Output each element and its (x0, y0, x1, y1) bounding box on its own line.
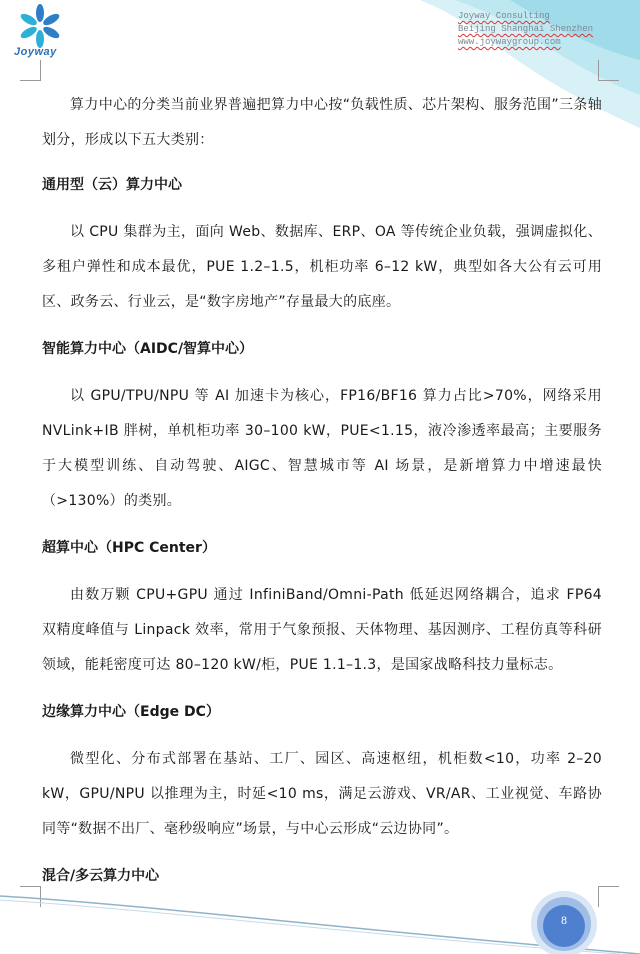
company-cities: Beijing Shanghai Shenzhen (458, 24, 594, 34)
crop-mark-top-left (20, 60, 41, 81)
crop-mark-top-right (598, 60, 619, 81)
section-heading-hpc: 超算中心（HPC Center） (42, 540, 216, 556)
section-text-hpc: 由数万颗 CPU+GPU 通过 InfiniBand/Omni-Path 低延迟网络耦合，追求 FP64 双精度峰值与 Linpack 效率，常用于气象预报、天体物理、基因测序、工程仿真等科研领域，能耗密度可达 80–120 kW/柜，PUE 1.1–1.3，是国家战略科技力量标志。 (42, 587, 602, 673)
document-body (42, 88, 602, 906)
page-number: 8 (560, 916, 568, 927)
section-heading-hybrid: 混合/多云算力中心 (42, 868, 160, 884)
section-text-edge: 微型化、分布式部署在基站、工厂、园区、高速枢纽，机柜数<10，功率 2–20 kW，GPU/NPU 以推理为主，时延<10 ms，满足云游戏、VR/AR、工业视觉、车路协同等“数据不出厂、毫秒级响应”场景，与中心云形成“云边协同”。 (42, 751, 602, 837)
section-text-aidc: 以 GPU/TPU/NPU 等 AI 加速卡为核心，FP16/BF16 算力占比>70%，网络采用 NVLink+IB 胖树，单机柜功率 30–100 kW，PUE<1.15，液冷渗透率最高；主要服务于大模型训练、自动驾驶、AIGC、智慧城市等 AI 场景，是新增算力中增速最快（>130%）的类别。 (42, 388, 602, 509)
section-heading-aidc: 智能算力中心（AIDC/智算中心） (42, 341, 254, 357)
intro-paragraph: 算力中心的分类当前业界普遍把算力中心按“负载性质、芯片架构、服务范围”三条轴划分，形成以下五大类别： (42, 97, 602, 148)
logo-text: Joyway (14, 46, 57, 58)
section-heading-general-cloud: 通用型（云）算力中心 (42, 177, 182, 193)
section-text-general-cloud: 以 CPU 集群为主，面向 Web、数据库、ERP、OA 等传统企业负载，强调虚拟化、多租户弹性和成本最优，PUE 1.2–1.5，机柜功率 6–12 kW，典型如各大公有云可用区、政务云、行业云，是“数字房地产”存量最大的底座。 (42, 224, 602, 310)
company-name: Joyway Consulting (458, 11, 550, 21)
company-website[interactable]: www.joywaygroup.com (458, 37, 561, 47)
section-heading-edge: 边缘算力中心（Edge DC） (42, 704, 220, 720)
company-info (458, 10, 593, 49)
